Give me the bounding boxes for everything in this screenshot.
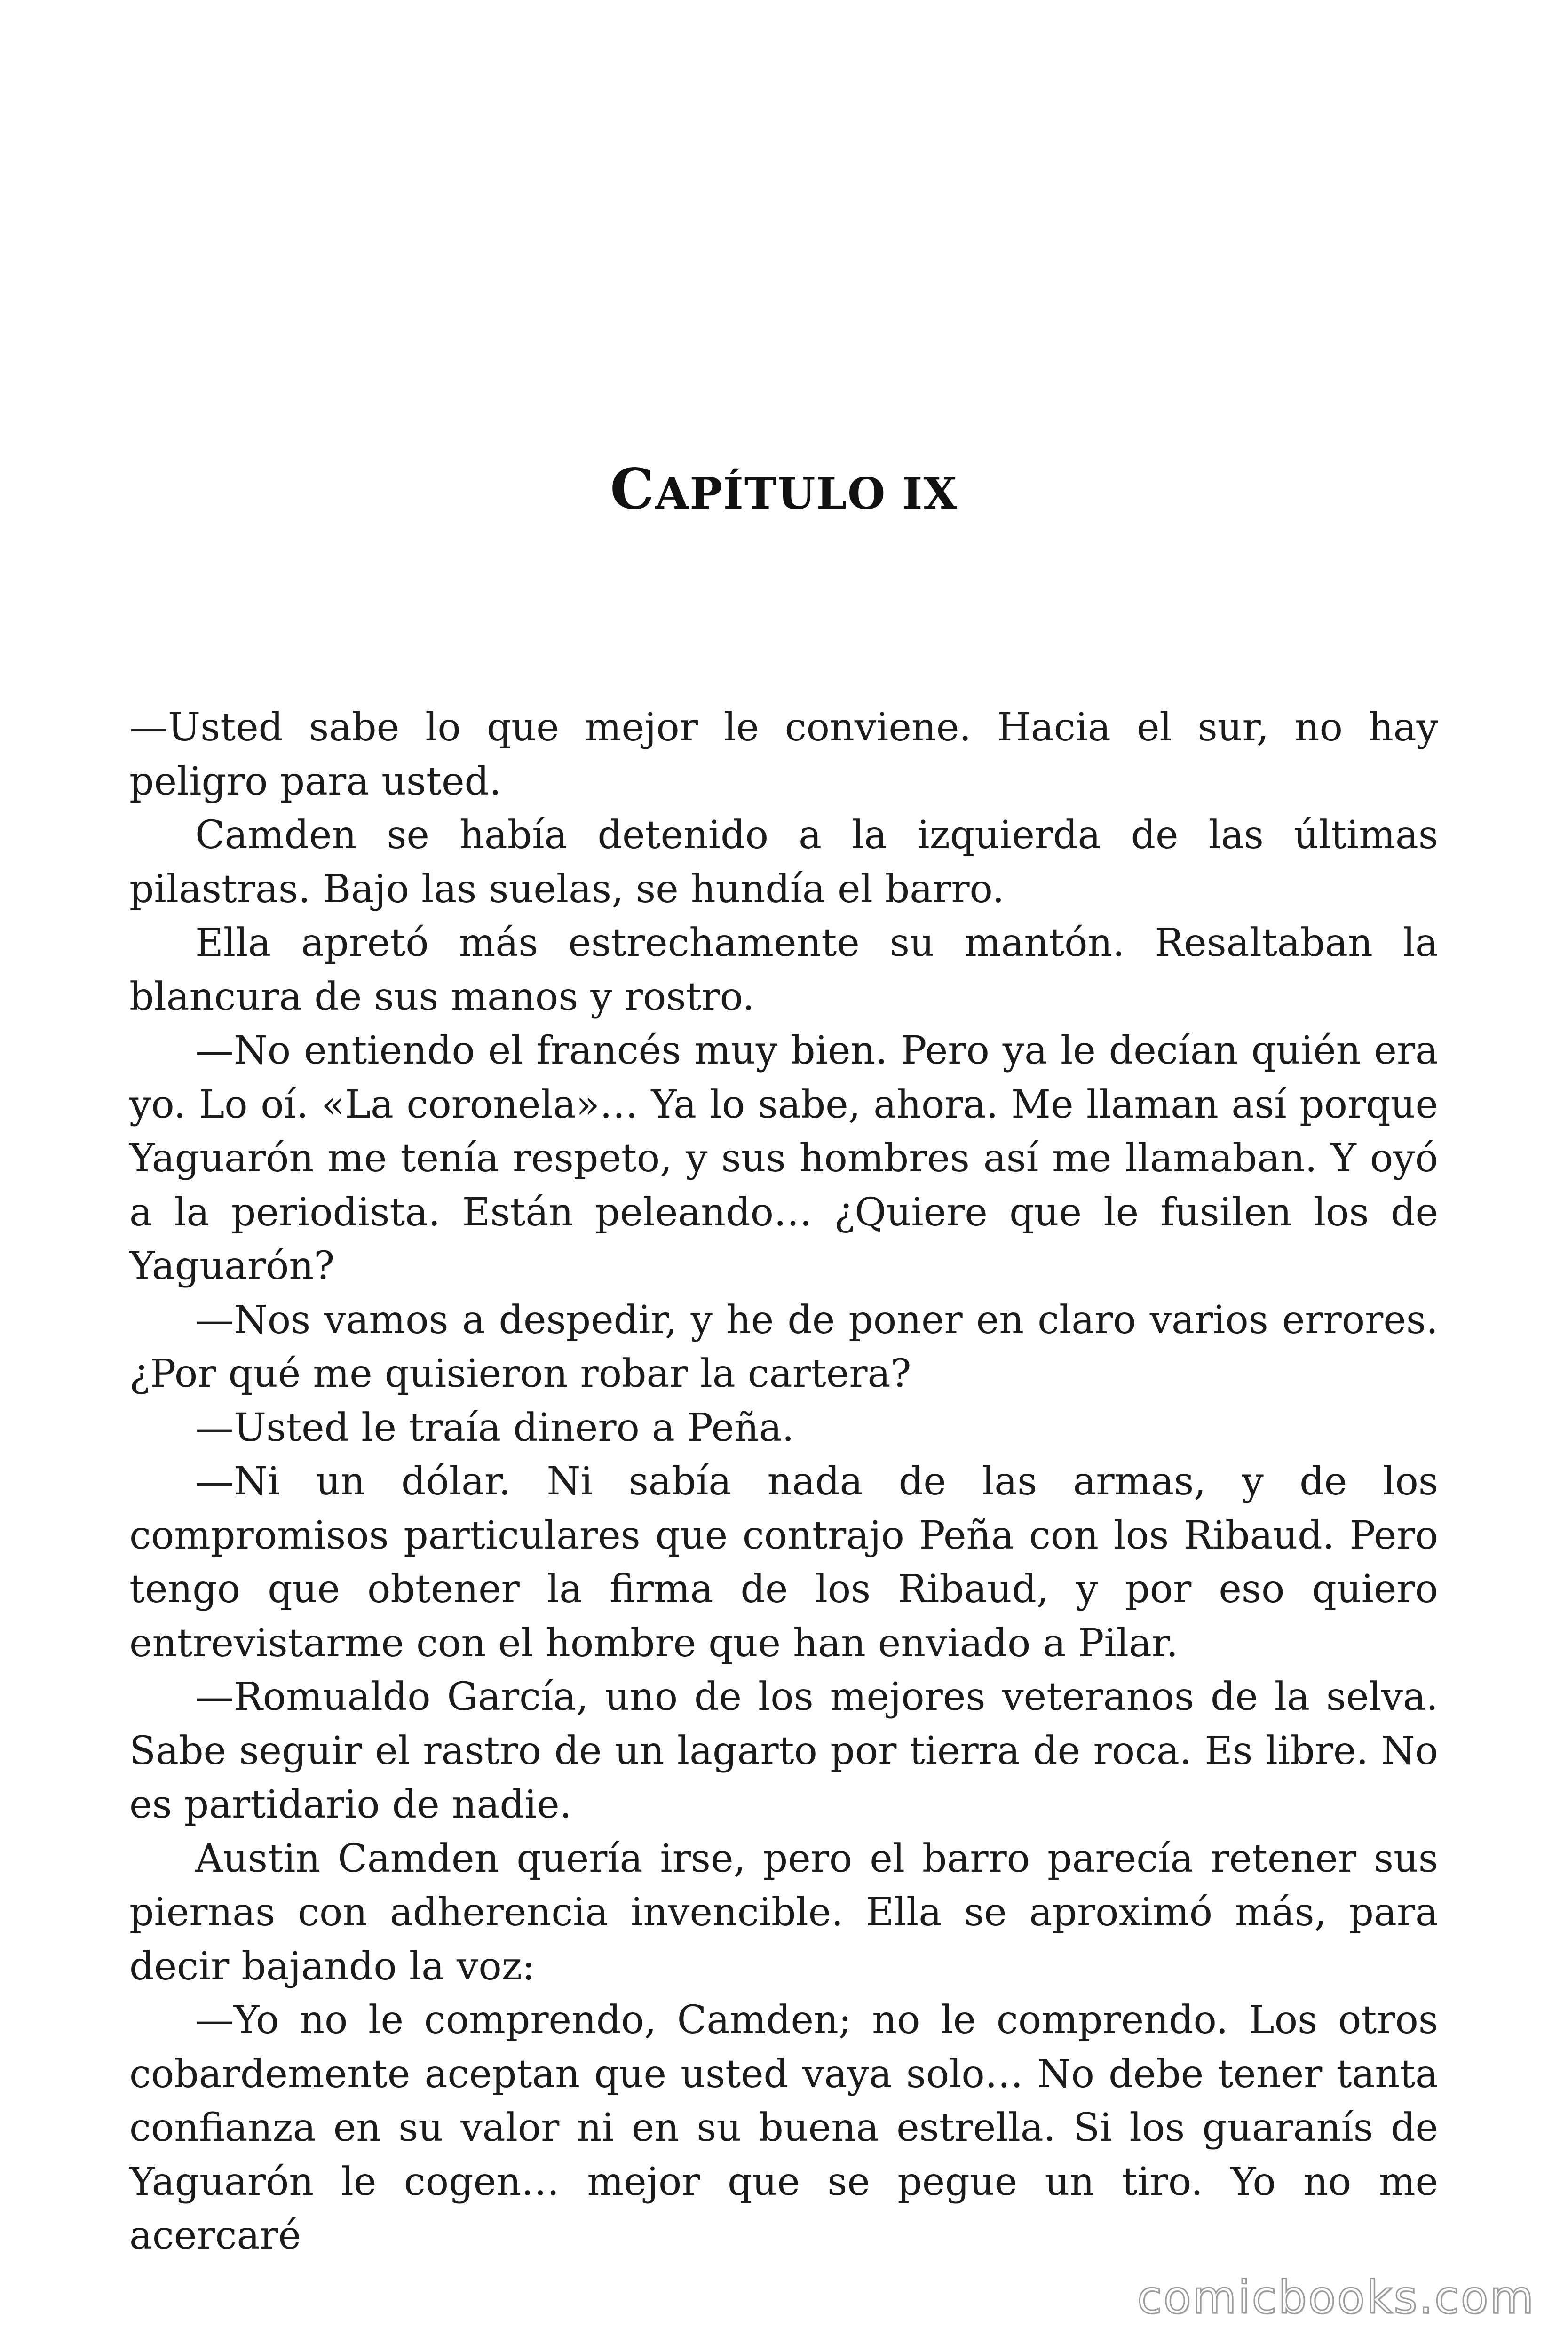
chapter-title-initial: C (610, 456, 656, 522)
paragraph: Ella apretó más estrechamente su mantón. Resaltaban la blancura de sus manos y rostro. (129, 921, 1438, 1019)
paragraph: —Romualdo García, uno de los mejores veteranos de la selva. Sabe seguir el rastro de un lagarto por tierra de roca. Es libre. No es partidario de nadie. (129, 1675, 1438, 1827)
paragraph: —Yo no le comprendo, Camden; no le comprendo. Los otros cobardemente aceptan que usted vaya solo… No debe tener tanta confianza en su valor ni en su buena estrella. Si los guaranís de Yaguarón le cogen… mejor que se pegue un tiro. Yo no me acercaré (129, 1998, 1438, 2258)
paragraph: —No entiendo el francés muy bien. Pero ya le decían quién era yo. Lo oí. «La coronela»… Ya lo sabe, ahora. Me llaman así porque Yaguarón me tenía respeto, y sus hombres así me llamaban. Y oyó a la periodista. Están peleando… ¿Quiere que le fusilen los de Yaguarón? (129, 1028, 1438, 1288)
watermark: comicbooks.com (1137, 2271, 1535, 2324)
chapter-body (129, 701, 1438, 2263)
paragraph: —Usted le traía dinero a Peña. (195, 1405, 794, 1450)
chapter-title-rest: APÍTULO IX (655, 468, 958, 519)
paragraph: Camden se había detenido a la izquierda de las últimas pilastras. Bajo las suelas, se hundía el barro. (129, 813, 1438, 912)
paragraph: —Nos vamos a despedir, y he de poner en claro varios errores. ¿Por qué me quisieron robar la cartera? (129, 1297, 1438, 1396)
chapter-title (0, 456, 1568, 522)
paragraph: Austin Camden quería irse, pero el barro parecía retener sus piernas con adherencia invencible. Ella se aproximó más, para decir bajando la voz: (129, 1836, 1438, 1989)
paragraph: —Usted sabe lo que mejor le conviene. Hacia el sur, no hay peligro para usted. (129, 705, 1438, 804)
paragraph: —Ni un dólar. Ni sabía nada de las armas, y de los compromisos particulares que contrajo Peña con los Ribaud. Pero tengo que obtener la firma de los Ribaud, y por eso quiero entrevistarme con el hombre que han enviado a Pilar. (129, 1459, 1438, 1666)
